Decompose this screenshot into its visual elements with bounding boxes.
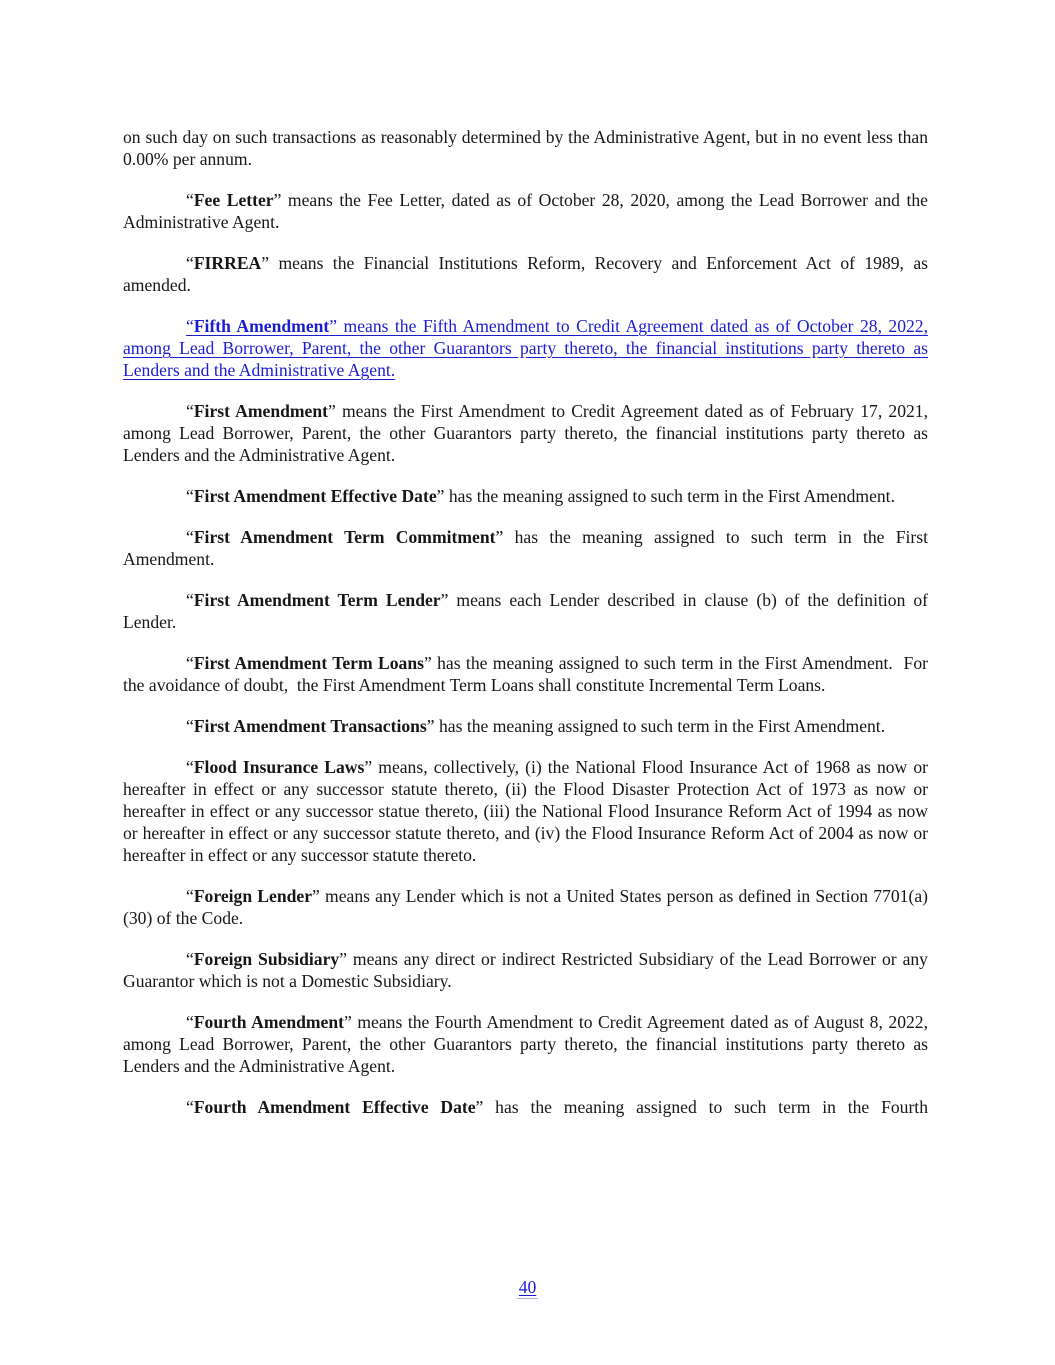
defined-term: FIRREA — [193, 253, 262, 273]
paragraph-text: ” means the Fifth Amendment to Credit Agreement dated as of October 28, 2022, among Lead Borrower, Parent, the other Guarantors party thereto, the financial institutions party thereto as Lenders and the Administrative Agent. — [123, 316, 928, 380]
defined-term: First Amendment Term Lender — [193, 590, 441, 610]
definition-fourth-amendment-effective-date — [123, 1096, 928, 1118]
paragraph-text: ” means any direct or indirect Restricted Subsidiary of the Lead Borrower or any Guarantor which is not a Domestic Subsidiary. — [123, 949, 928, 991]
defined-term: Foreign Lender — [193, 886, 313, 906]
paragraph-text: “ — [186, 590, 194, 610]
paragraph-text: ” means any Lender which is not a United States person as defined in Section 7701(a)(30) of the Code. — [123, 886, 928, 928]
defined-term: Flood Insurance Laws — [193, 757, 365, 777]
paragraph-text: “ — [186, 190, 194, 210]
paragraph-text: ” has the meaning assigned to such term in the First Amendment. — [123, 527, 928, 569]
paragraph-text: “ — [186, 1012, 194, 1032]
paragraph-text: “ — [186, 1097, 194, 1117]
defined-term: Fee Letter — [193, 190, 274, 210]
definition-fourth-amendment — [123, 1011, 928, 1077]
paragraph-text: on such day on such transactions as reasonably determined by the Administrative Agent, but in no event less than 0.00% per annum. — [123, 127, 928, 169]
defined-term: Fifth Amendment — [193, 316, 330, 336]
defined-term: First Amendment Term Loans — [193, 653, 424, 673]
paragraph-text: “ — [186, 316, 194, 336]
paragraph-text: ” has the meaning assigned to such term in the First Amendment. — [436, 486, 895, 506]
definition-firrea — [123, 252, 928, 296]
defined-term: First Amendment Effective Date — [193, 486, 437, 506]
continuation-paragraph — [123, 126, 928, 170]
paragraph-text: “ — [186, 527, 194, 547]
paragraph-text: “ — [186, 886, 194, 906]
document-body — [123, 126, 928, 1137]
paragraph-text: “ — [186, 949, 194, 969]
paragraph-text: ” has the meaning assigned to such term in the First Amendment. For the avoidance of doubt, the First Amendment Term Loans shall constitute Incremental Term Loans. — [123, 653, 928, 695]
defined-term: Fourth Amendment — [193, 1012, 345, 1032]
definition-foreign-lender — [123, 885, 928, 929]
paragraph-text: ” means the Financial Institutions Reform, Recovery and Enforcement Act of 1989, as amended. — [123, 253, 928, 295]
paragraph-text: ” means the Fee Letter, dated as of October 28, 2020, among the Lead Borrower and the Administrative Agent. — [123, 190, 928, 232]
defined-term: First Amendment Transactions — [193, 716, 427, 736]
definition-foreign-subsidiary — [123, 948, 928, 992]
definition-first-amendment-term-commitment — [123, 526, 928, 570]
defined-term: Foreign Subsidiary — [193, 949, 340, 969]
paragraph-text: “ — [186, 653, 194, 673]
paragraph-text: “ — [186, 716, 194, 736]
paragraph-text: ” means the Fourth Amendment to Credit Agreement dated as of August 8, 2022, among Lead Borrower, Parent, the other Guarantors party thereto, the financial institutions party thereto as Lenders and the Administrative Agent. — [123, 1012, 928, 1076]
definition-flood-insurance-laws — [123, 756, 928, 866]
paragraph-text: ” means each Lender described in clause (b) of the definition of Lender. — [123, 590, 929, 632]
paragraph-text: “ — [186, 757, 194, 777]
definition-first-amendment-term-lender — [123, 589, 928, 633]
defined-term: First Amendment — [193, 401, 329, 421]
definition-first-amendment-effective-date — [123, 485, 928, 507]
paragraph-text: “ — [186, 253, 194, 273]
paragraph-text: ” means, collectively, (i) the National Flood Insurance Act of 1968 as now or hereafter in effect or any successor statute thereto, (ii) the Flood Disaster Protection Act of 1973 as now or hereafter in effect or any successor statue thereto, (iii) the National Flood Insurance Reform Act of 1994 as now or hereafter in effect or any successor statute thereto, and (iv) the Flood Insurance Reform Act of 2004 as now or hereafter in effect or any successor statute thereto. — [123, 757, 928, 865]
page-number-link: 40 — [518, 1277, 537, 1297]
paragraph-text: ” has the meaning assigned to such term in the Fourth — [475, 1097, 928, 1117]
defined-term: Fourth Amendment Effective Date — [193, 1097, 476, 1117]
defined-term: First Amendment Term Commitment — [193, 527, 496, 547]
definition-first-amendment-transactions — [123, 715, 928, 737]
definition-fee-letter — [123, 189, 928, 233]
definition-first-amendment-term-loans — [123, 652, 928, 696]
paragraph-text: ” means the First Amendment to Credit Agreement dated as of February 17, 2021, among Lead Borrower, Parent, the other Guarantors party thereto, the financial institutions party thereto as Lenders and the Administrative Agent. — [123, 401, 928, 465]
page-footer — [0, 1276, 1055, 1299]
paragraph-text: ” has the meaning assigned to such term in the First Amendment. — [426, 716, 886, 736]
definition-first-amendment — [123, 400, 928, 466]
paragraph-text: “ — [186, 401, 194, 421]
definition-fifth-amendment-inserted — [123, 315, 928, 381]
paragraph-text: “ — [186, 486, 194, 506]
